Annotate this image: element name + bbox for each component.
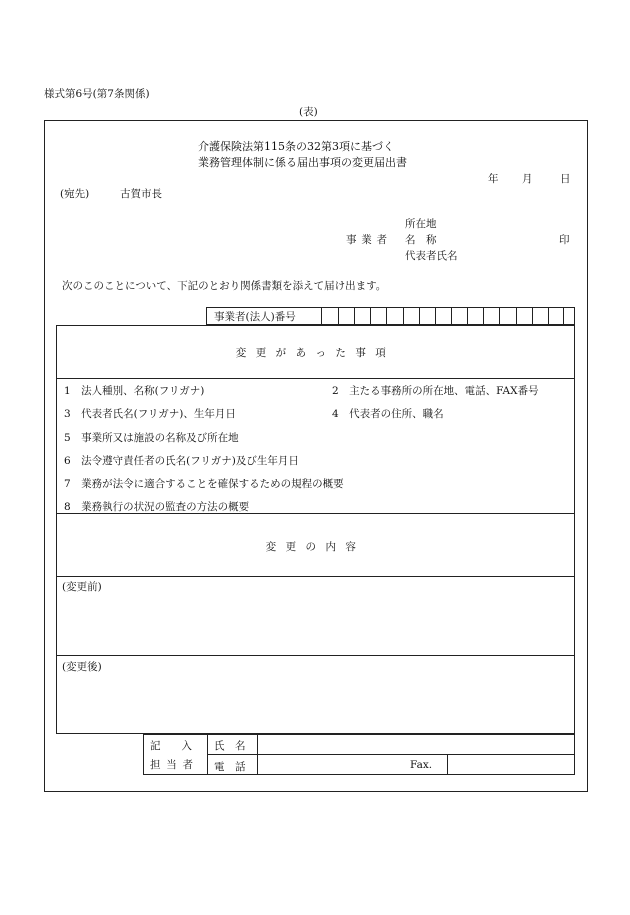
row-divider <box>56 576 575 577</box>
item-3: 3 代表者氏名(フリガナ)、生年月日 <box>64 408 236 420</box>
date-day: 日 <box>560 173 571 185</box>
item-4: 4 代表者の住所、職名 <box>332 408 444 420</box>
digit-divider <box>370 307 371 325</box>
item-1: 1 法人種別、名称(フリガナ) <box>64 385 205 397</box>
digit-divider <box>419 307 420 325</box>
digit-divider <box>403 307 404 325</box>
digit-divider <box>435 307 436 325</box>
addressee-prefix: (宛先) <box>60 188 90 200</box>
item-2: 2 主たる事務所の所在地、電話、FAX番号 <box>332 385 539 397</box>
date-month: 月 <box>522 173 533 185</box>
business-label: 事業者 <box>346 234 392 246</box>
entry-label-line1: 記 入 <box>150 740 192 752</box>
digit-divider <box>563 307 564 325</box>
digit-divider <box>321 307 322 325</box>
phone-label: 電 話 <box>214 761 246 773</box>
title-line2: 業務管理体制に係る届出事項の変更届出書 <box>198 156 407 169</box>
addressee: 古賀市長 <box>120 188 162 200</box>
digit-divider <box>532 307 533 325</box>
digit-divider <box>548 307 549 325</box>
digit-divider <box>483 307 484 325</box>
after-label: (変更後) <box>62 661 102 673</box>
contact-col-divider <box>257 734 258 775</box>
item-5: 5 事業所又は施設の名称及び所在地 <box>64 432 239 444</box>
date-year: 年 <box>488 173 499 185</box>
business-number-label: 事業者(法人)番号 <box>214 311 296 323</box>
contact-col-divider <box>207 734 208 775</box>
representative-label: 代表者氏名 <box>405 250 458 262</box>
seal-mark: 印 <box>559 234 570 246</box>
item-6: 6 法令遵守責任者の氏名(フリガナ)及び生年月日 <box>64 455 299 467</box>
side-label: (表) <box>299 106 318 118</box>
row-divider <box>56 655 575 656</box>
changed-items-header: 変更があった事項 <box>235 347 396 359</box>
statement-text: 次のこのことについて、下記のとおり関係書類を添えて届け出ます。 <box>62 280 387 292</box>
row-divider <box>56 378 575 379</box>
item-8: 8 業務執行の状況の監査の方法の概要 <box>64 501 250 513</box>
name-label: 名 称 <box>405 234 437 246</box>
title-line1: 介護保険法第115条の32第3項に基づく <box>198 140 394 153</box>
person-name-label: 氏 名 <box>214 740 246 752</box>
entry-label-line2: 担当者 <box>150 759 199 771</box>
fax-label: Fax. <box>410 759 433 771</box>
contact-row-divider <box>207 754 575 755</box>
digit-divider <box>516 307 517 325</box>
digit-divider <box>354 307 355 325</box>
change-content-header: 変更の内容 <box>265 541 366 553</box>
contact-col-divider <box>447 754 448 775</box>
digit-divider <box>451 307 452 325</box>
before-label: (変更前) <box>62 581 102 593</box>
digit-divider <box>499 307 500 325</box>
digit-divider <box>338 307 339 325</box>
item-7: 7 業務が法令に適合することを確保するための規程の概要 <box>64 478 344 490</box>
digit-divider <box>386 307 387 325</box>
form-number: 様式第6号(第7条関係) <box>44 88 150 100</box>
digit-divider <box>467 307 468 325</box>
address-label: 所在地 <box>405 218 437 230</box>
